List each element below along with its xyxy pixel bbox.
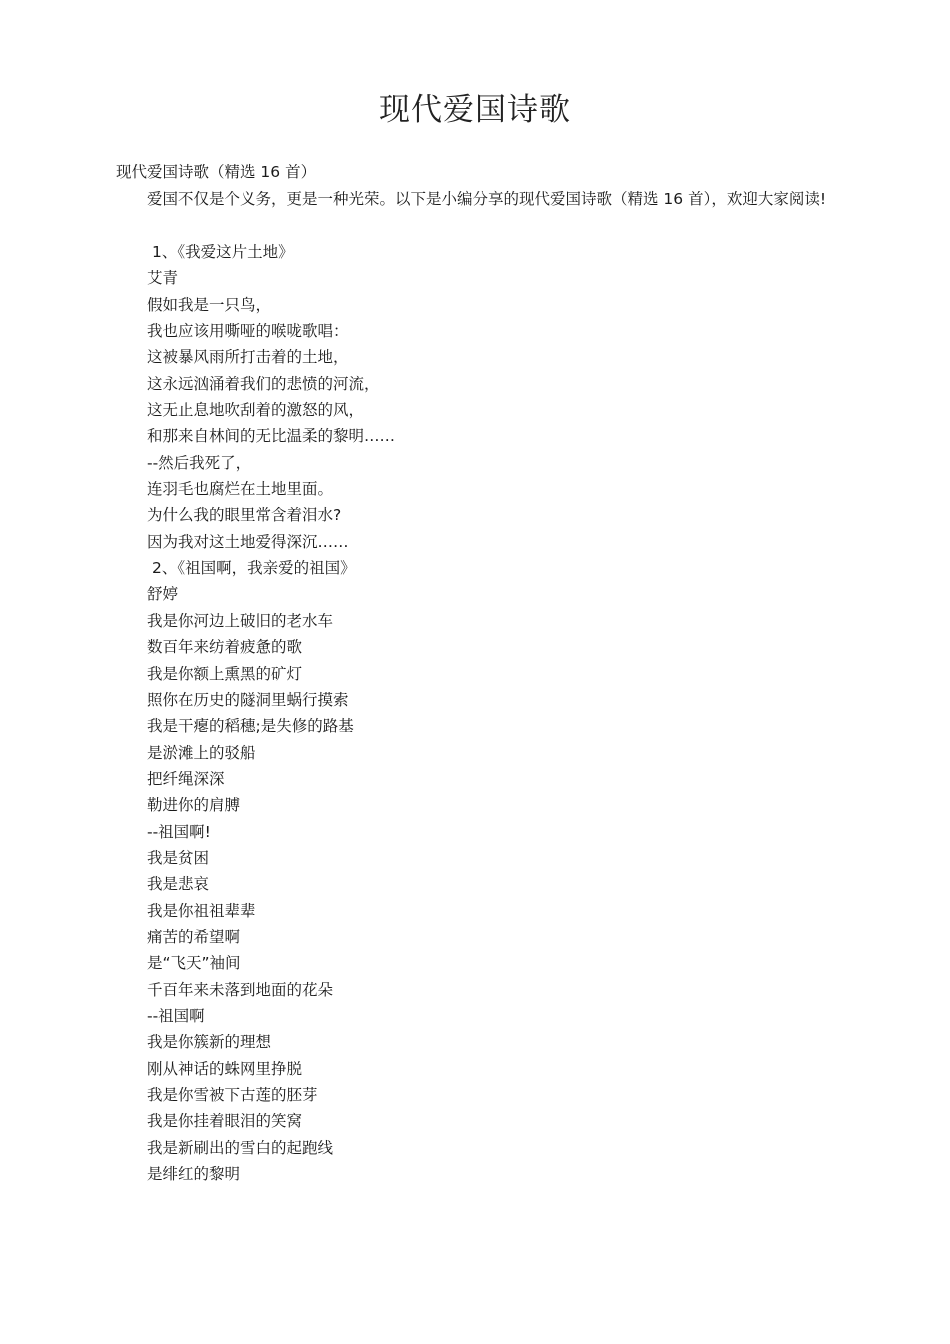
poem-line: 我是贫困 — [147, 848, 210, 867]
poem-line: 刚从神话的蛛网里挣脱 — [147, 1059, 303, 1078]
poem-line: 勒进你的肩膊 — [147, 796, 241, 815]
poem-line: 假如我是一只鸟， — [147, 295, 272, 314]
poem-line: 是淤滩上的驳船 — [147, 743, 256, 762]
poem-line: 这无止息地吹刮着的激怒的风， — [147, 401, 365, 420]
poem-lines — [147, 239, 395, 1187]
poem-line: 因为我对这土地爱得深沉…… — [147, 532, 349, 551]
poem-line: 我是悲哀 — [147, 875, 210, 894]
poem-line: --祖国啊! — [147, 822, 211, 841]
poem-line: 连羽毛也腐烂在土地里面。 — [147, 480, 334, 499]
poem-line: 我是干瘪的稻穗;是失修的路基 — [147, 717, 354, 736]
poem-line: 是绯红的黎明 — [147, 1165, 241, 1184]
poem-line: --祖国啊 — [147, 1006, 205, 1025]
poem-line: 痛苦的希望啊 — [147, 927, 241, 946]
poem-line: 是“飞天”袖间 — [147, 954, 241, 973]
poem-line: 我是你额上熏黑的矿灯 — [147, 664, 303, 683]
poem-line: 我是你河边上破旧的老水车 — [147, 611, 334, 630]
poem-line: 照你在历史的隧洞里蜗行摸索 — [147, 690, 349, 709]
poem-line: 我是你祖祖辈辈 — [147, 901, 256, 920]
poem-line: 我也应该用嘶哑的喉咙歌唱： — [147, 322, 349, 341]
poem-heading: 2、《祖国啊，我亲爱的祖国》 — [152, 559, 356, 578]
poem-line: 我是你挂着眼泪的笑窝 — [147, 1112, 303, 1131]
document-subtitle: 现代爱国诗歌（精选 16 首） — [116, 163, 317, 181]
poem-line: 这被暴风雨所打击着的土地， — [147, 348, 349, 367]
poem-line: --然后我死了， — [147, 453, 252, 472]
poem-line: 为什么我的眼里常含着泪水? — [147, 506, 342, 525]
poem-author: 舒婷 — [147, 585, 179, 604]
poem-heading: 1、《我爱这片土地》 — [152, 243, 294, 261]
page-title: 现代爱国诗歌 — [379, 92, 571, 128]
poem-line: 千百年来未落到地面的花朵 — [147, 980, 334, 999]
poem-line: 这永远汹涌着我们的悲愤的河流， — [147, 374, 380, 393]
intro-paragraph: 爱国不仅是个义务，更是一种光荣。以下是小编分享的现代爱国诗歌（精选 16 首），欢迎大家阅读! — [147, 190, 827, 208]
poem-line: 我是新刷出的雪白的起跑线 — [147, 1138, 334, 1157]
poem-line: 把纤绳深深 — [147, 769, 225, 788]
poem-author: 艾青 — [147, 269, 179, 288]
poem-line: 和那来自林间的无比温柔的黎明…… — [147, 427, 396, 446]
poem-line: 我是你簇新的理想 — [147, 1033, 272, 1052]
poem-line: 我是你雪被下古莲的胚芽 — [147, 1086, 318, 1104]
poem-line: 数百年来纺着疲惫的歌 — [147, 638, 303, 657]
